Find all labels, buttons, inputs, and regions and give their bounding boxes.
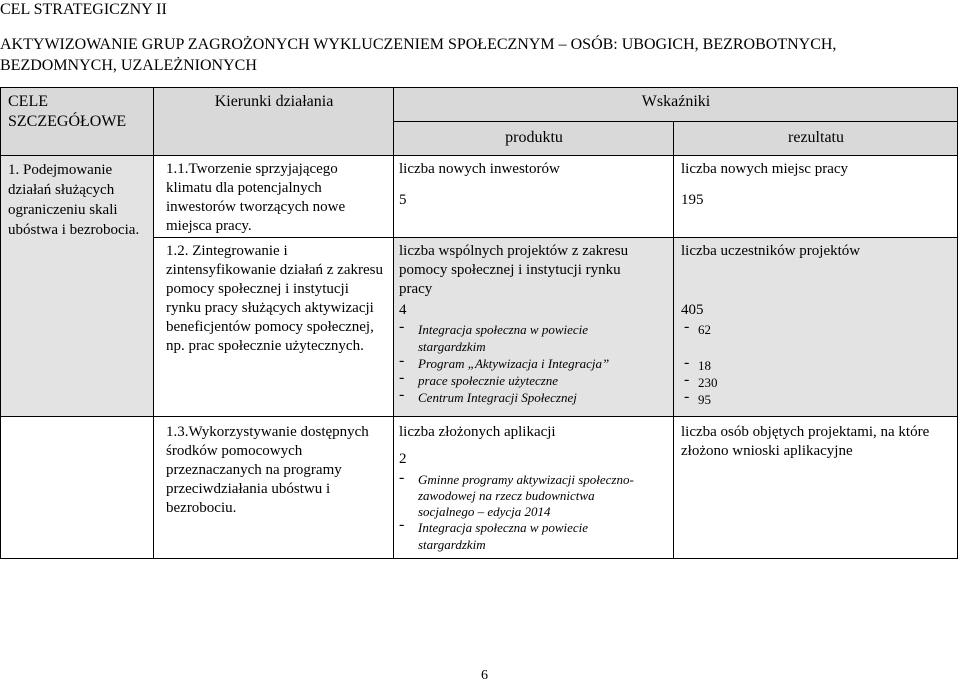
- produkt-item: Integracja społeczna w powiecie stargardzkim: [418, 520, 589, 552]
- produkt-item: Gminne programy aktywizacji społeczno-zawodowej na rzecz budownictwa socjalnego – edycja 2014: [418, 472, 634, 519]
- list-dash: -: [684, 371, 690, 388]
- rezultat-item: 62: [698, 322, 711, 337]
- header-rezultaty: rezultatu: [674, 122, 958, 156]
- rezultat-1-2: liczba uczestników projektów 405 - 62 - 18 - 230 - 95: [674, 238, 958, 417]
- strategic-goal-subtitle: AKTYWIZOWANIE GRUP ZAGROŻONYCH WYKLUCZENIEM SPOŁECZNYM – OSÓB: UBOGICH, BEZROBOTNYCH, BEZDOMNYCH, UZALEŻNIONYCH: [0, 36, 837, 74]
- produkt-1-3: liczba złożonych aplikacji 2 - Gminne programy aktywizacji społeczno-zawodowej na rzecz budownictwa socjalnego – edycja 2014 - Integracja społeczna w powiecie stargardzkim: [394, 417, 674, 559]
- produkt-item: Integracja społeczna w powiecie stargardzkim: [418, 322, 589, 354]
- rezultat-1-3: liczba osób objętych projektami, na które złożono wnioski aplikacyjne: [674, 417, 958, 559]
- kierunek-1-2: 1.2. Zintegrowanie i zintensyfikowanie działań z zakresu pomocy społecznej i instytucji rynku pracy służących aktywizacji beneficjentów pomocy społecznej, np. prac społecznie użytecznych.: [154, 238, 394, 417]
- produkt-1-2: liczba wspólnych projektów z zakresu pomocy społecznej i instytucji rynku pracy 4 - Integracja społeczna w powiecie stargardzkim - Program „Aktywizacja i Integracja” - prace społecznie użyteczne - Centrum Integracji Społecznej: [394, 238, 674, 417]
- list-dash: -: [399, 386, 405, 403]
- strategic-goal-title: CEL STRATEGICZNY II: [0, 1, 167, 18]
- rezultat-1-1: liczba nowych miejsc pracy 195: [674, 156, 958, 238]
- list-dash: -: [399, 516, 405, 533]
- list-dash: -: [399, 318, 405, 335]
- list-dash: -: [684, 318, 690, 335]
- cel-szczegolowy-1: 1. Podejmowanie działań służących ograniczeniu skali ubóstwa i bezrobocia.: [1, 156, 154, 417]
- list-dash: -: [399, 369, 405, 386]
- list-dash: -: [399, 352, 405, 369]
- rezultat-item: 95: [698, 392, 711, 407]
- indicators-table: [0, 87, 958, 559]
- header-kierunki: Kierunki działania: [154, 88, 394, 156]
- produkt-1-1: liczba nowych inwestorów 5: [394, 156, 674, 238]
- produkt-item: Program „Aktywizacja i Integracja”: [418, 356, 610, 371]
- header-cele: CELE SZCZEGÓŁOWE: [1, 88, 154, 156]
- produkt-item: Centrum Integracji Społecznej: [418, 390, 577, 405]
- page-number: 6: [481, 668, 488, 683]
- header-produkty: produktu: [394, 122, 674, 156]
- cel-empty: [1, 417, 154, 559]
- rezultat-item: 230: [698, 375, 718, 390]
- rezultat-item: 18: [698, 358, 711, 373]
- list-dash: -: [399, 469, 405, 486]
- kierunek-1-1: 1.1.Tworzenie sprzyjającego klimatu dla potencjalnych inwestorów tworzących nowe miejsca pracy.: [154, 156, 394, 238]
- list-dash: -: [684, 354, 690, 371]
- kierunek-1-3: 1.3.Wykorzystywanie dostępnych środków pomocowych przeznaczanych na programy przeciwdziałania ubóstwu i bezrobociu.: [154, 417, 394, 559]
- header-wskazniki: Wskaźniki: [394, 88, 958, 122]
- list-dash: -: [684, 388, 690, 405]
- produkt-item: prace społecznie użyteczne: [418, 373, 559, 388]
